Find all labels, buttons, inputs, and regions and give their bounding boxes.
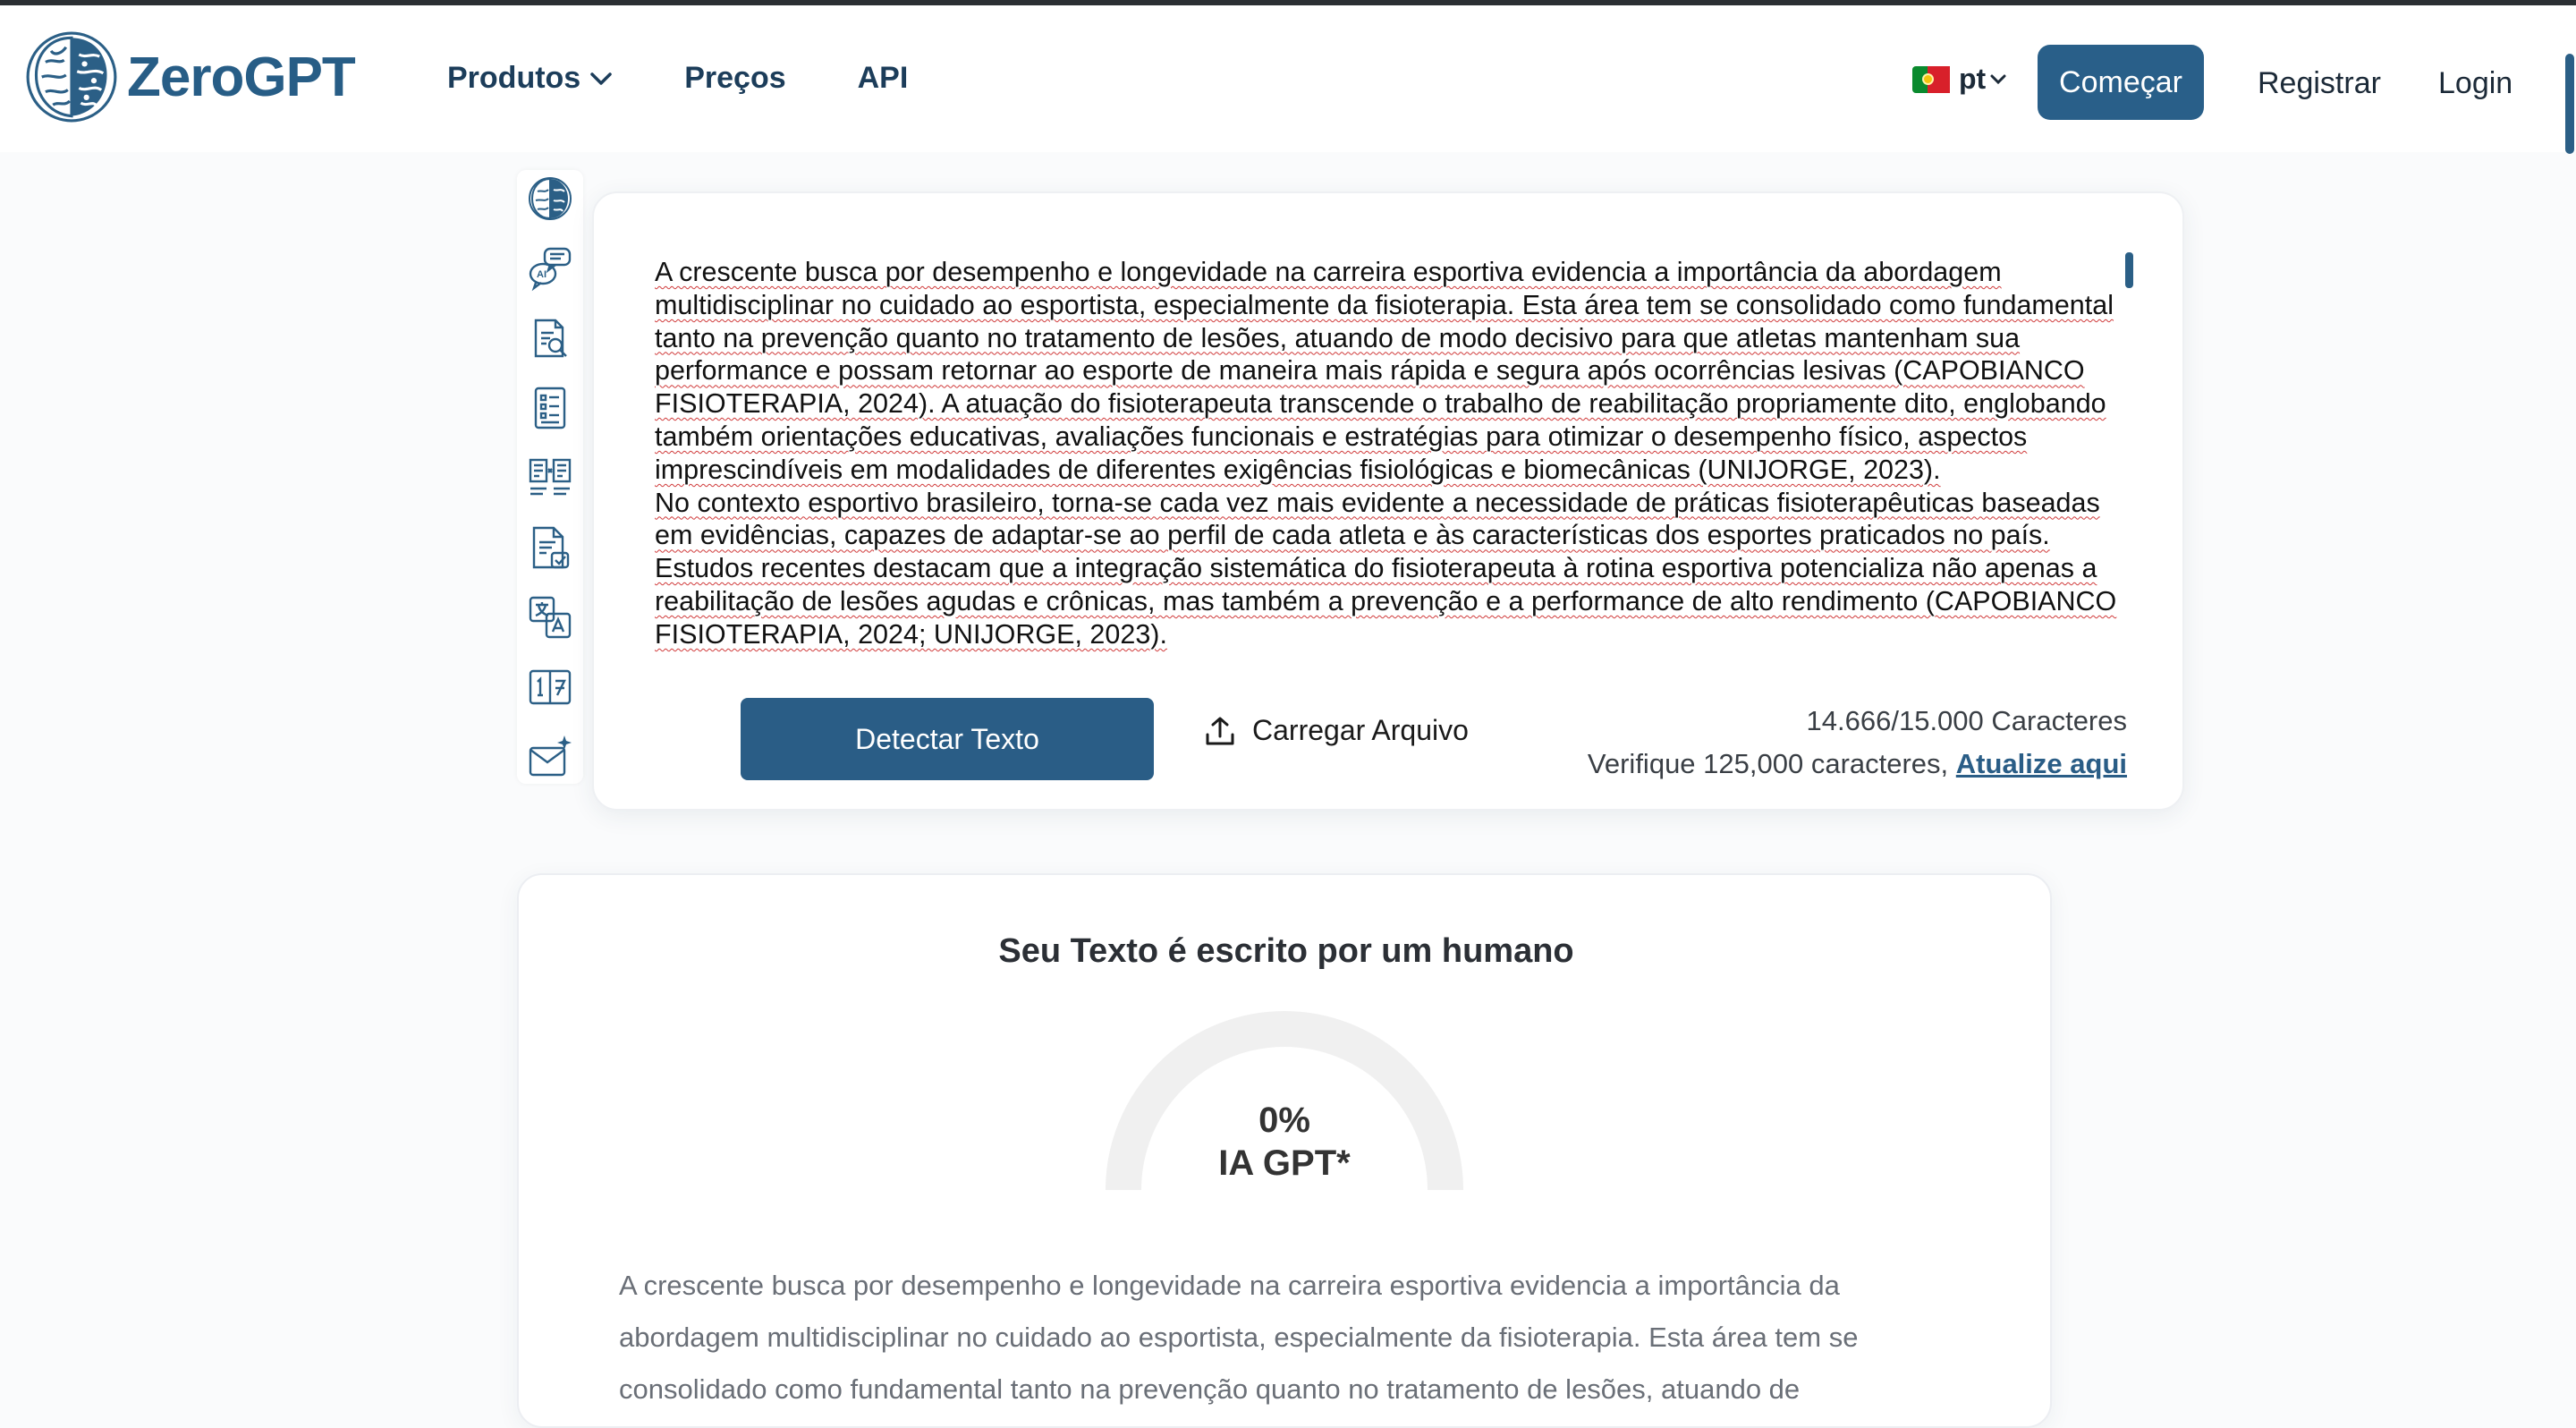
language-selector[interactable] — [1912, 63, 2007, 96]
portugal-flag-icon — [1912, 66, 1950, 93]
document-search-icon — [527, 315, 573, 361]
upload-icon — [1204, 715, 1236, 747]
tool-summarizer[interactable] — [525, 383, 575, 433]
svg-text:AI: AI — [537, 269, 547, 280]
tool-paraphraser[interactable] — [525, 453, 575, 503]
chevron-down-icon — [589, 71, 613, 87]
language-code: pt — [1959, 63, 1987, 95]
start-button[interactable]: Começar — [2038, 45, 2204, 120]
ai-gpt-label: IA GPT* — [1218, 1143, 1351, 1183]
register-link[interactable]: Registrar — [2258, 66, 2381, 100]
tool-grammar-checker[interactable] — [525, 523, 575, 573]
nav-products-label: Produtos — [447, 61, 581, 95]
brain-icon — [527, 175, 573, 222]
brain-logo-icon — [25, 30, 118, 123]
upload-file-button[interactable] — [1204, 714, 1469, 747]
tool-word-counter[interactable] — [525, 662, 575, 712]
nav-prices[interactable]: Preços — [684, 61, 786, 95]
detect-text-button[interactable]: Detectar Texto — [741, 698, 1154, 780]
nav-products[interactable] — [447, 61, 613, 96]
logo-text: ZeroGPT — [127, 46, 355, 108]
login-link[interactable]: Login — [2438, 66, 2513, 100]
ai-chat-icon — [527, 245, 573, 292]
editor-scrollbar[interactable] — [2125, 252, 2133, 288]
result-highlighted-text: A crescente busca por desempenho e longevidade na carreira esportiva evidencia a importância da abordagem multidisciplinar no cuidado ao esportista, especialmente da fisioterapia. Esta área tem se consolidado como fundamental tanto na prevenção quanto no tratamento de lesões, atuando de — [619, 1270, 1859, 1405]
tool-email-writer[interactable] — [525, 732, 575, 782]
tool-ai-chat[interactable] — [525, 243, 575, 293]
top-navbar — [0, 5, 2576, 152]
text-input-area[interactable] — [655, 256, 2122, 650]
tool-translator[interactable] — [525, 592, 575, 642]
chevron-down-icon — [1989, 73, 2007, 86]
verify-limit-text — [1588, 748, 2127, 780]
logo[interactable] — [25, 30, 355, 123]
compare-icon — [527, 455, 573, 501]
editor-paragraph-1: A crescente busca por desempenho e longevidade na carreira esportiva evidencia a importância da abordagem multidisciplinar no cuidado ao esportista, especialmente da fisioterapia. Esta área tem se consolidado como fundamental tanto na prevenção quanto no tratamento de lesões, atuando de modo decisivo para que atletas mantenham sua performance e possam retornar ao esporte de maneira mais rápida e segura após ocorrências lesivas (CAPOBIANCO FISIOTERAPIA, 2024). A atuação do fisioterapeuta transcende o trabalho de reabilitação propriamente dito, englobando também orientações educativas, avaliações funcionais e estratégias para otimizar o desempenho físico, aspectos imprescindíveis em modalidades de diferentes exigências fisiológicas e biomecânicas (UNIJORGE, 2023). — [655, 257, 2114, 485]
text-editor-card — [592, 191, 2184, 811]
ai-percentage: 0% — [1258, 1101, 1310, 1140]
nav-api[interactable]: API — [857, 61, 909, 95]
document-check-icon — [527, 524, 573, 571]
word-counter-icon — [527, 664, 573, 710]
page-scrollbar[interactable] — [2565, 54, 2574, 154]
tools-sidebar — [517, 170, 583, 784]
upgrade-link[interactable]: Atualize aqui — [1955, 748, 2127, 779]
email-ai-icon — [527, 734, 573, 780]
result-card — [517, 873, 2052, 1428]
character-count: 14.666/15.000 Caracteres — [1806, 705, 2127, 736]
tool-plagiarism[interactable] — [525, 313, 575, 363]
upload-file-label: Carregar Arquivo — [1252, 714, 1469, 746]
editor-paragraph-2: No contexto esportivo brasileiro, torna-se cada vez mais evidente a necessidade de práticas fisioterapêuticas baseadas em evidências, capazes de adaptar-se ao perfil de cada atleta e às características dos esportes praticados no país. Estudos recentes destacam que a integração sistemática do fisioterapeuta à rotina esportiva potencializa não apenas a reabilitação de lesões agudas e crônicas, mas também a prevenção e a performance de alto rendimento (CAPOBIANCO FISIOTERAPIA, 2024; UNIJORGE, 2023). — [655, 487, 2117, 650]
verify-limit-label: Verifique 125,000 caracteres, — [1587, 748, 1949, 779]
main-nav — [447, 61, 908, 96]
checklist-icon — [527, 385, 573, 431]
translate-icon — [527, 594, 573, 641]
result-title: Seu Texto é escrito por um humano — [998, 932, 1574, 970]
tool-ai-detector[interactable] — [525, 174, 575, 224]
